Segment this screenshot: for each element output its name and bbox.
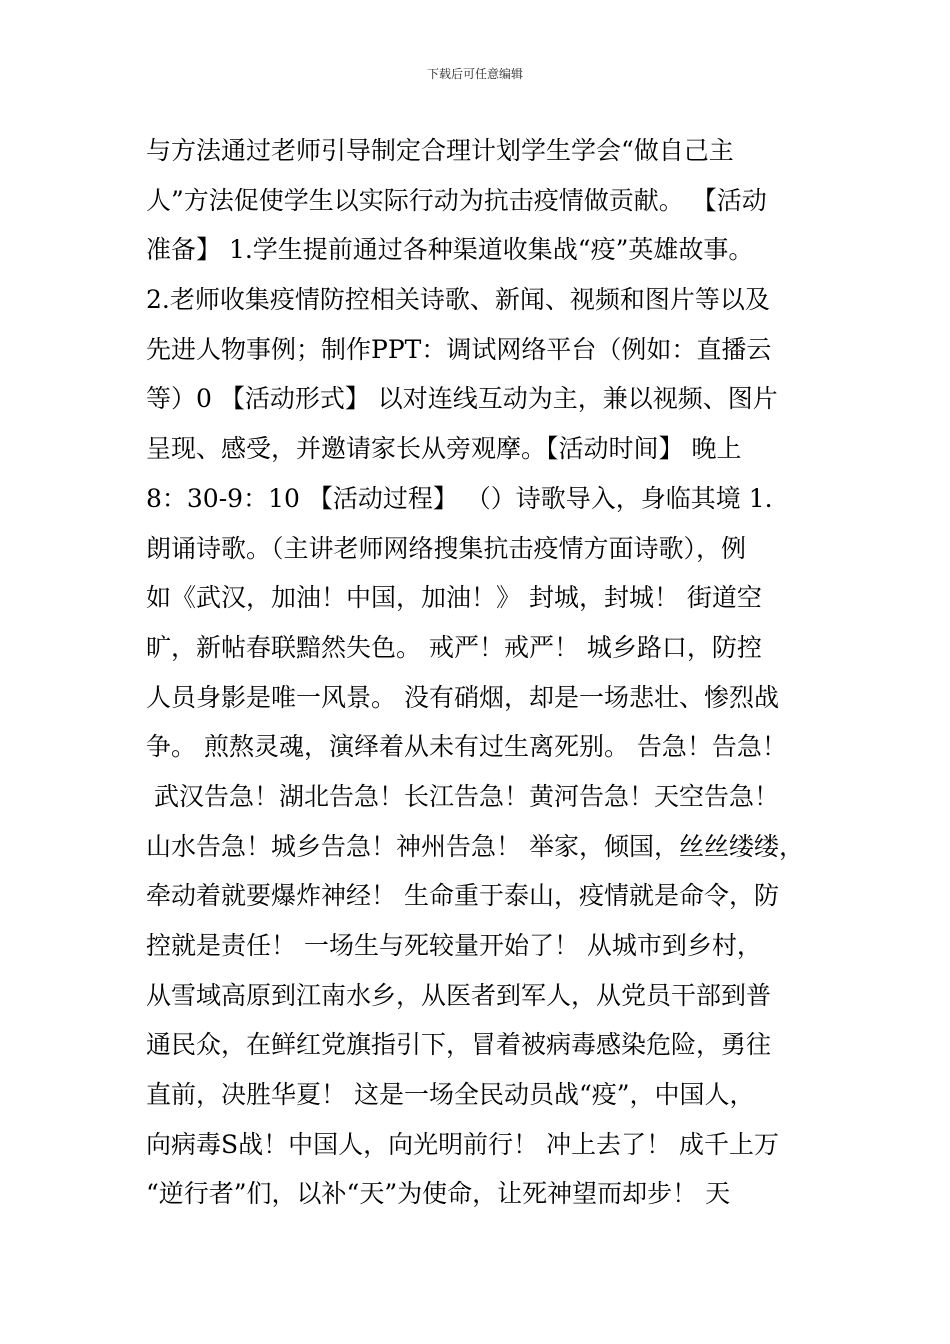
text-line: 呈现、感受，并邀请家长从旁观摩。【活动时间】 晚上 xyxy=(146,434,742,464)
text-line: 8：30-9：10 【活动过程】 （）诗歌导入，身临其境 1. xyxy=(146,483,773,513)
text-line: 控就是责任！ 一场生与死较量开始了！ 从城市到乡村， xyxy=(146,931,762,960)
text-line: 如《武汉，加油！中国，加油！》 封城，封城！ 街道空 xyxy=(146,583,762,613)
text-line: 旷，新帖春联黯然失色。 戒严！戒严！ 城乡路口，防控 xyxy=(146,632,762,662)
text-line: 武汉告急！湖北告急！长江告急！黄河告急！天空告急！ xyxy=(146,781,779,811)
text-line: 直前，决胜华夏！ 这是一场全民动员战“疫”，中国人， xyxy=(146,1080,755,1110)
text-line: 向病毒S战！中国人，向光明前行！ 冲上去了！ 成千上万 xyxy=(146,1129,780,1159)
text-line: 准备】 1.学生提前通过各种渠道收集战“疫”英雄故事。 xyxy=(146,235,754,265)
text-line: 人”方法促使学生以实际行动为抗击疫情做贡献。 【活动 xyxy=(146,185,767,215)
text-line: 从雪域高原到江南水乡，从医者到军人，从党员干部到普 xyxy=(146,980,772,1010)
document-body xyxy=(146,126,836,1219)
text-line: 朗诵诗歌。（主讲老师网络搜集抗击疫情方面诗歌），例 xyxy=(146,533,747,563)
text-line: 人员身影是唯一风景。 没有硝烟，却是一场悲壮、惨烈战 xyxy=(146,682,779,712)
text-line: 牵动着就要爆炸神经！ 生命重于泰山，疫情就是命令，防 xyxy=(146,881,779,911)
text-line: “逆行者”们，以补“天”为使命，让死神望而却步！ 天 xyxy=(146,1179,731,1209)
text-line: 先进人物事例；制作PPT：调试网络平台（例如：直播云 xyxy=(146,334,772,364)
text-line: 山水告急！城乡告急！神州告急！ 举家，倾国，丝丝缕缕， xyxy=(146,831,804,861)
text-line: 与方法通过老师引导制定合理计划学生学会“做自己主 xyxy=(146,136,734,165)
text-line: 2.老师收集疫情防控相关诗歌、新闻、视频和图片等以及 xyxy=(146,285,770,315)
text-line: 等）0 【活动形式】 以对连线互动为主，兼以视频、图片 xyxy=(146,384,778,414)
text-line: 争。 煎熬灵魂，演绎着从未有过生离死别。 告急！告急！ xyxy=(146,732,787,762)
page-header: 下载后可任意编辑 xyxy=(426,67,523,81)
text-line: 通民众，在鲜红党旗指引下，冒着被病毒感染危险，勇往 xyxy=(146,1030,772,1060)
